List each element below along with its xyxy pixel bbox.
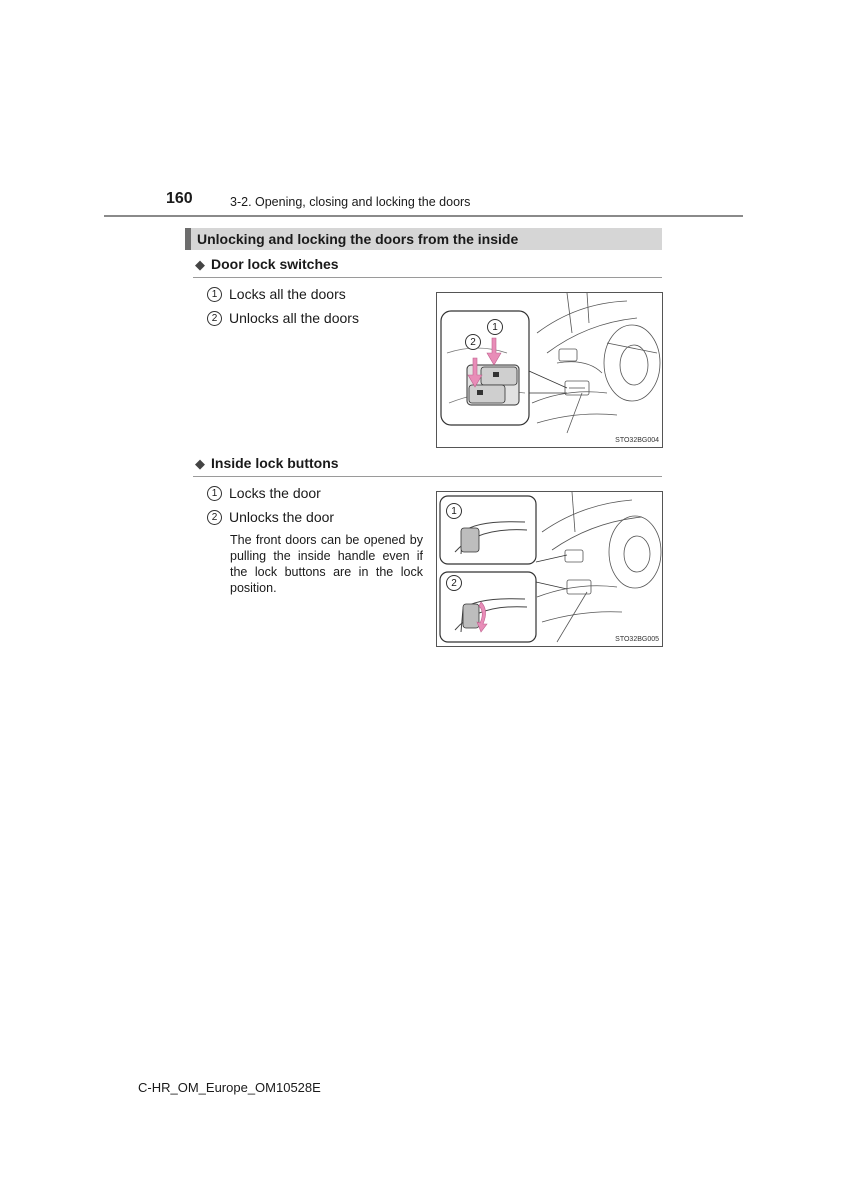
step-number-icon: 2 — [207, 311, 222, 326]
list-item-text: Unlocks the door — [229, 509, 335, 525]
figure-code: STO32BG005 — [615, 636, 659, 643]
figure-code: STO32BG004 — [615, 437, 659, 444]
section-title: Unlocking and locking the doors from the inside — [197, 231, 519, 247]
list-item-text: Locks the door — [229, 485, 321, 501]
list-item — [207, 286, 346, 302]
note-text: The front doors can be opened by pulling the inside handle even if the lock buttons are in the lock position. — [230, 533, 423, 595]
door-lock-switches-heading-text: Door lock switches — [211, 256, 339, 272]
subheading-divider — [193, 277, 662, 278]
header-divider — [104, 215, 743, 217]
callout-1-icon: 1 — [487, 319, 503, 335]
inside-lock-buttons-heading-text: Inside lock buttons — [211, 455, 339, 471]
chapter-title: 3-2. Opening, closing and locking the doors — [230, 195, 471, 209]
door-lock-switches-heading — [195, 256, 339, 273]
list-item-text: Locks all the doors — [229, 286, 346, 302]
callout-2-icon: 2 — [465, 334, 481, 350]
subheading-divider — [193, 476, 662, 477]
step-number-icon: 1 — [207, 486, 222, 501]
page-number: 160 — [166, 190, 193, 207]
door-lock-switch-illustration — [437, 293, 662, 447]
callout-2-icon: 2 — [446, 575, 462, 591]
list-item-text: Unlocks all the doors — [229, 310, 359, 326]
inside-lock-button-figure — [436, 491, 663, 647]
door-lock-switch-figure — [436, 292, 663, 448]
step-number-icon: 2 — [207, 510, 222, 525]
footer-doc-id: C-HR_OM_Europe_OM10528E — [138, 1080, 321, 1095]
diamond-bullet-icon: ◆ — [195, 456, 205, 471]
inside-lock-buttons-heading — [195, 455, 339, 472]
list-item — [207, 310, 359, 326]
callout-1-icon: 1 — [446, 503, 462, 519]
list-item — [207, 509, 334, 525]
diamond-bullet-icon: ◆ — [195, 257, 205, 272]
list-item — [207, 485, 321, 501]
inside-lock-button-illustration — [437, 492, 662, 646]
step-number-icon: 1 — [207, 287, 222, 302]
